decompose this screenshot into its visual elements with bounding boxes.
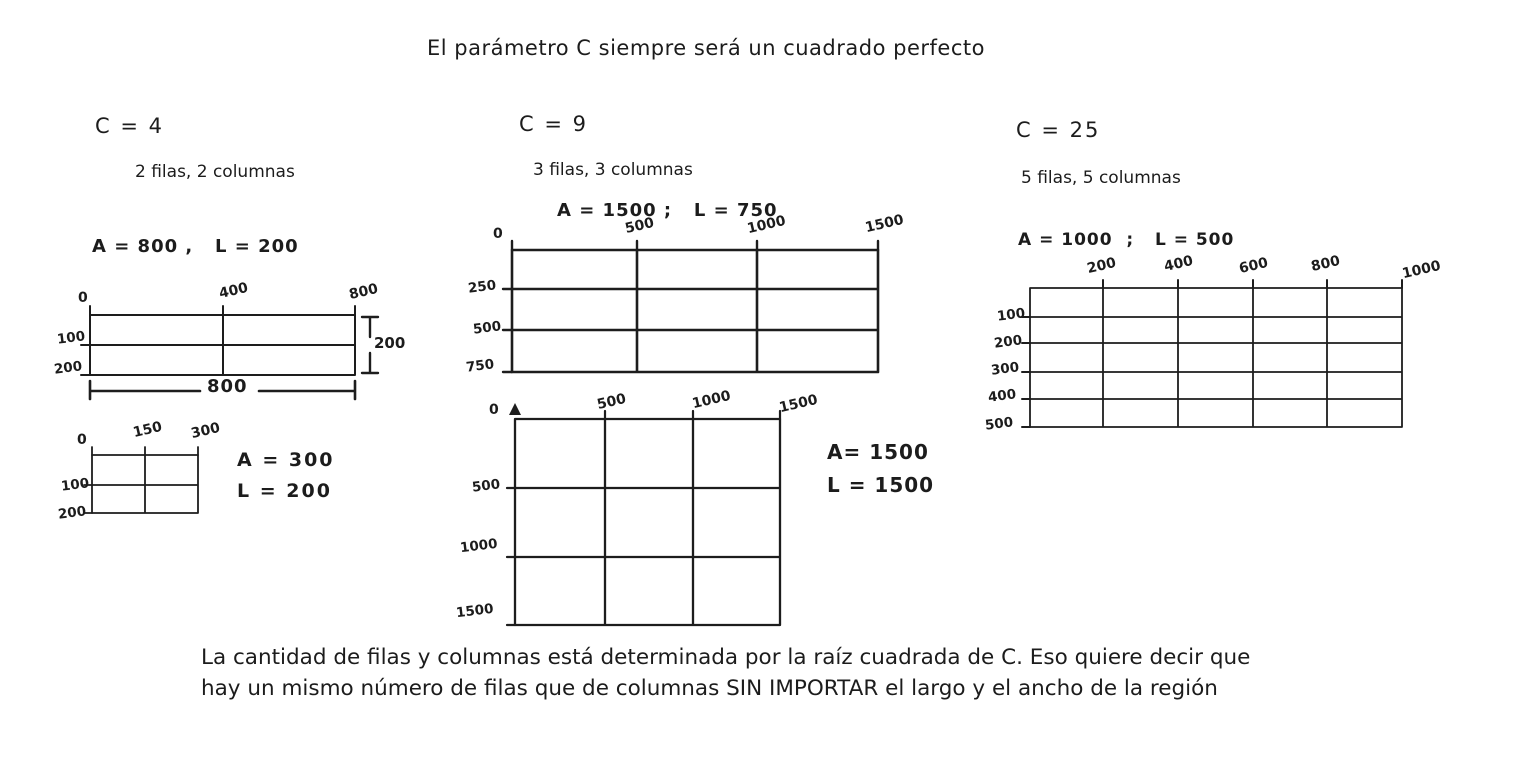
y-tick-label: 500	[472, 318, 503, 338]
footer-explanation-line2: hay un mismo número de filas que de columnas SIN IMPORTAR el largo y el ancho de la región	[201, 676, 1218, 701]
c9-square-grid-figure	[507, 403, 780, 625]
x-tick-label: 0	[77, 432, 87, 448]
c4-main-tick-marks	[81, 306, 355, 375]
c9-subtitle: 3 filas, 3 columnas	[533, 160, 693, 180]
y-tick-label: 100	[60, 475, 91, 495]
c4-small-area-label: A = 300	[237, 449, 335, 471]
c4-subtitle: 2 filas, 2 columnas	[135, 162, 295, 182]
c9-square-length-label: L = 1500	[827, 473, 935, 497]
x-tick-label: 1500	[777, 391, 820, 417]
c9-dimensions-label: A = 1500 ; L = 750	[557, 200, 778, 221]
x-tick-label: 0	[493, 226, 503, 242]
y-tick-label: 400	[987, 386, 1018, 406]
c25-tick-marks	[1022, 280, 1402, 427]
page-title: El parámetro C siempre será un cuadrado perfecto	[427, 36, 985, 60]
x-tick-label: 400	[1162, 252, 1195, 276]
c4-width-dimension-value: 800	[207, 376, 248, 397]
y-tick-label: 200	[53, 358, 84, 378]
y-tick-label: 750	[465, 356, 496, 376]
c9-heading: C = 9	[519, 112, 588, 136]
c9-wide-tick-marks	[503, 241, 878, 372]
x-tick-label: 500	[623, 214, 656, 238]
x-tick-label: 1000	[745, 212, 788, 238]
footer-explanation-line1: La cantidad de filas y columnas está determinada por la raíz cuadrada de C. Eso quiere decir que	[201, 645, 1251, 670]
x-tick-label: 800	[1309, 252, 1342, 276]
y-tick-label: 300	[990, 359, 1021, 379]
y-tick-label: 500	[984, 414, 1015, 434]
x-tick-label: 500	[595, 390, 628, 414]
x-tick-label: 300	[189, 419, 222, 443]
x-tick-label: 0	[489, 402, 499, 418]
x-tick-label: 1000	[1400, 257, 1443, 283]
y-tick-label: 1000	[459, 535, 499, 557]
y-tick-label: 1500	[455, 600, 495, 622]
c25-grid-figure	[1022, 280, 1402, 427]
y-tick-label: 100	[996, 305, 1027, 325]
y-tick-label: 100	[56, 328, 87, 348]
y-tick-label: 500	[471, 476, 502, 496]
c4-small-length-label: L = 200	[237, 480, 332, 502]
c4-height-dimension-value: 200	[374, 334, 406, 352]
x-tick-label: 0	[78, 290, 88, 306]
x-tick-label: 200	[1085, 254, 1118, 278]
y-tick-label: 250	[467, 277, 498, 297]
c9-square-tick-marks	[507, 411, 780, 625]
c25-subtitle: 5 filas, 5 columnas	[1021, 168, 1181, 188]
x-tick-label: 1000	[690, 387, 733, 413]
c4-small-grid-figure	[84, 447, 198, 513]
y-tick-label: 200	[993, 332, 1024, 352]
x-tick-label: 150	[131, 418, 164, 442]
x-tick-label: 400	[217, 279, 250, 303]
c4-dimensions-label: A = 800 , L = 200	[92, 236, 299, 257]
c4-small-tick-marks	[84, 447, 198, 513]
c25-dimensions-label: A = 1000 ; L = 500	[1018, 230, 1235, 250]
c4-heading: C = 4	[95, 114, 164, 138]
y-tick-label: 200	[57, 503, 88, 523]
axis-arrow-icon	[509, 403, 521, 415]
x-tick-label: 800	[347, 280, 380, 304]
c25-heading: C = 25	[1016, 118, 1101, 142]
x-tick-label: 1500	[863, 211, 906, 237]
c9-square-area-label: A= 1500	[827, 440, 929, 464]
c9-wide-grid-figure	[503, 241, 878, 372]
x-tick-label: 600	[1237, 254, 1270, 278]
